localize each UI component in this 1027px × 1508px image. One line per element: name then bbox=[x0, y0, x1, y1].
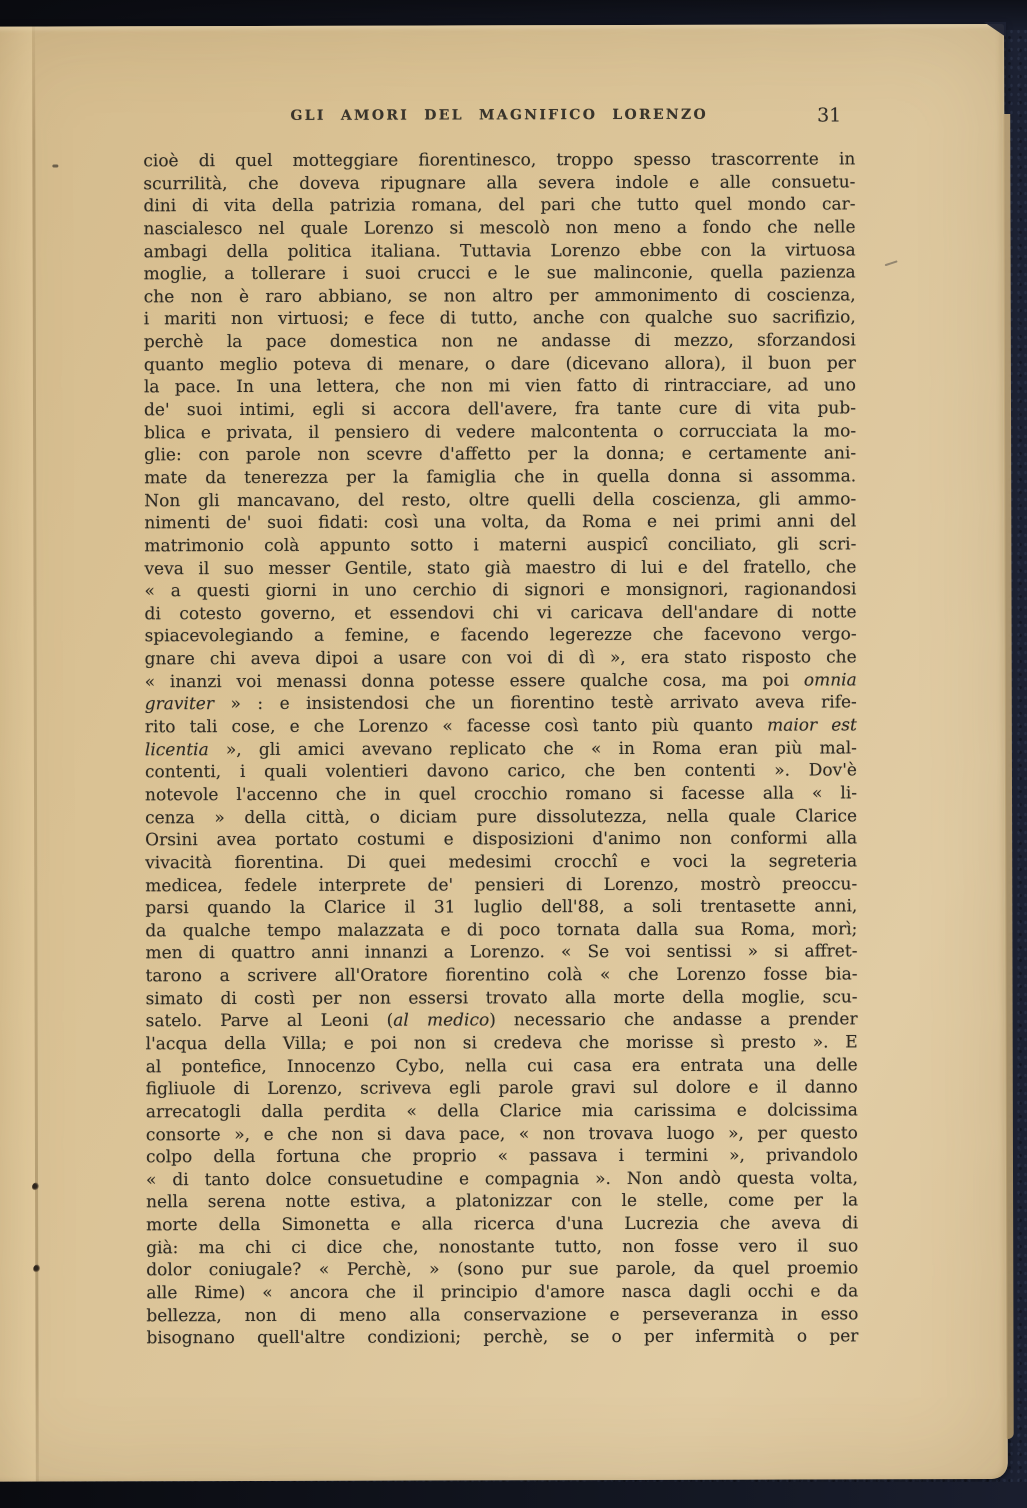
text-line: figliuole di Lorenzo, scriveva egli parole gravi sul dolore e il danno bbox=[145, 1077, 858, 1100]
text-line: Non gli mancavano, del resto, oltre quelli della coscienza, gli ammo- bbox=[144, 488, 857, 511]
text-line: gnare chi aveva dipoi a usare con voi di dì », era stato risposto che bbox=[144, 647, 857, 670]
text-line: Orsini avea portato costumi e disposizioni d'animo non conformi alla bbox=[145, 828, 858, 851]
underlying-page-edge bbox=[1003, 114, 1013, 1439]
text-line: cioè di quel motteggiare fiorentinesco, troppo spesso trascorrente in bbox=[143, 149, 856, 172]
text-line: bellezza, non di meno alla conservazione e perseveranza in esso bbox=[146, 1304, 859, 1326]
text-line: moglie, a tollerare i suoi crucci e le sue malinconie, quella pazienza bbox=[143, 262, 856, 285]
book-page bbox=[0, 24, 1008, 1482]
text-line: de' suoi intimi, egli si accora dell'avere, fra tante cure di vita pub- bbox=[143, 398, 857, 421]
text-line: al pontefice, Innocenzo Cybo, nella cui casa era entrata una delle bbox=[145, 1055, 858, 1077]
text-line: notevole l'accenno che in quel crocchio romano si facesse alla « li- bbox=[144, 783, 858, 806]
text-line: tarono a scrivere all'Oratore fiorentino colà « che Lorenzo fosse bia- bbox=[145, 964, 858, 987]
page-header bbox=[143, 106, 855, 134]
text-line: alle Rime) « ancora che il principio d'amore nasca dagli occhi e da bbox=[146, 1281, 859, 1304]
text-line: nimenti de' suoi fidati: così una volta, da Roma e nei primi anni del bbox=[144, 511, 857, 534]
text-line: i mariti non virtuosi; e fece di tutto, anche con qualche suo sacrifizio, bbox=[143, 307, 856, 330]
text-line: cenza » della città, o diciam pure dissolutezza, nella quale Clarice bbox=[145, 805, 858, 828]
text-line: già: ma chi ci dice che, nonostante tutto, non fosse vero il suo bbox=[146, 1236, 859, 1258]
text-line: « inanzi voi menassi donna potesse essere qualche cosa, ma poi omnia bbox=[144, 670, 857, 692]
stitch-hole bbox=[33, 1265, 40, 1273]
text-line: blica e privata, il pensiero di vedere malcontenta o corrucciata la mo- bbox=[144, 421, 857, 443]
text-line: morte della Simonetta e alla ricerca d'una Lucrezia che aveva di bbox=[146, 1213, 859, 1236]
text-line: colpo della fortuna che proprio « passava i termini », privandolo bbox=[145, 1145, 858, 1168]
text-line: simato di costì per non essersi trovato alla morte della moglie, scu- bbox=[145, 987, 858, 1009]
text-line: medicea, fedele interprete de' pensieri di Lorenzo, mostrò preoccu- bbox=[145, 873, 858, 896]
scan-bottom-edge bbox=[0, 1482, 1027, 1508]
text-line: « di tanto dolce consuetudine e compagnia ». Non andò questa volta, bbox=[145, 1168, 859, 1191]
text-line: contenti, i quali volentieri davono carico, che ben contenti ». Dov'è bbox=[144, 760, 857, 783]
text-line: di cotesto governo, et essendovi chi vi caricava dell'andare di notte bbox=[144, 602, 857, 625]
text-line: « a questi giorni in uno cerchio di signori e monsignori, ragionandosi bbox=[144, 579, 857, 602]
gutter-fold bbox=[32, 27, 39, 1482]
text-line: rito tali cose, e che Lorenzo « facesse così tanto più quanto maior est bbox=[144, 715, 857, 738]
text-line: glie: con parole non scevre d'affetto per la donna; e certamente ani- bbox=[144, 443, 857, 466]
text-line: che non è raro abbiano, se non altro per ammonimento di coscienza, bbox=[143, 285, 856, 308]
text-line: dini di vita della patrizia romana, del pari che tutto quel mondo car- bbox=[143, 194, 856, 217]
text-line: matrimonio colà appunto sotto i materni auspicî conciliato, gli scri- bbox=[144, 534, 857, 557]
text-line: spiacevolegiando a femine, e facendo legerezze che facevono vergo- bbox=[144, 624, 857, 647]
text-line: scurrilità, che doveva ripugnare alla severa indole e alle consuetu- bbox=[143, 172, 856, 194]
text-line: graviter » : e insistendosi che un fiorentino testè arrivato aveva rife- bbox=[144, 692, 857, 715]
text-line: licentia », gli amici avevano replicato che « in Roma eran più mal- bbox=[144, 738, 857, 760]
text-line: la pace. In una lettera, che non mi vien fatto di rintracciare, ad uno bbox=[143, 375, 856, 398]
text-line: parsi quando la Clarice il 31 luglio dell'88, a soli trentasette anni, bbox=[145, 896, 858, 919]
text-line: perchè la pace domestica non ne andasse di mezzo, sforzandosi bbox=[143, 330, 856, 353]
text-line: consorte », e che non si dava pace, « non trovava luogo », per questo bbox=[145, 1122, 858, 1145]
text-line: dolor coniugale? « Perchè, » (sono pur sue parole, da quel proemio bbox=[146, 1258, 859, 1281]
text-line: l'acqua della Villa; e poi non si credeva che morisse sì presto ». E bbox=[145, 1032, 858, 1055]
text-line: bisognano quell'altre condizioni; perchè, se o per infermità o per bbox=[146, 1326, 859, 1349]
pen-mark bbox=[885, 260, 898, 266]
running-title: GLI AMORI DEL MAGNIFICO LORENZO bbox=[290, 106, 709, 124]
text-line: satelo. Parve al Leoni (al medico) necessario che andasse a prender bbox=[145, 1009, 858, 1032]
text-line: arrecatogli dalla perdita « della Clarice mia carissima e dolcissima bbox=[145, 1100, 858, 1123]
body-text bbox=[143, 148, 858, 1350]
text-line: nascialesco nel quale Lorenzo si mescolò non meno a fondo che nelle bbox=[143, 217, 856, 240]
text-line: da qualche tempo malazzata e di poco tornata dalla sua Roma, morì; bbox=[145, 919, 858, 942]
text-line: mate da tenerezza per la famiglia che in quella donna si assomma. bbox=[144, 466, 857, 489]
text-line: vivacità fiorentina. Di quei medesimi crocchî e voci la segreteria bbox=[145, 851, 858, 874]
page-number: 31 bbox=[817, 104, 842, 127]
text-line: men di quattro anni innanzi a Lorenzo. « Se voi sentissi » si affret- bbox=[145, 941, 858, 964]
text-line: ambagi della politica italiana. Tuttavia Lorenzo ebbe con la virtuosa bbox=[143, 239, 856, 262]
folded-corner bbox=[984, 22, 1006, 37]
paper-speck bbox=[52, 164, 58, 167]
text-line: nella serena notte estiva, a platonizzar con le stelle, come per la bbox=[146, 1190, 859, 1213]
text-line: veva il suo messer Gentile, stato già maestro di lui e del fratello, che bbox=[144, 556, 857, 579]
text-line: quanto meglio poteva di menare, o dare (dicevano allora), il buon per bbox=[143, 353, 856, 376]
